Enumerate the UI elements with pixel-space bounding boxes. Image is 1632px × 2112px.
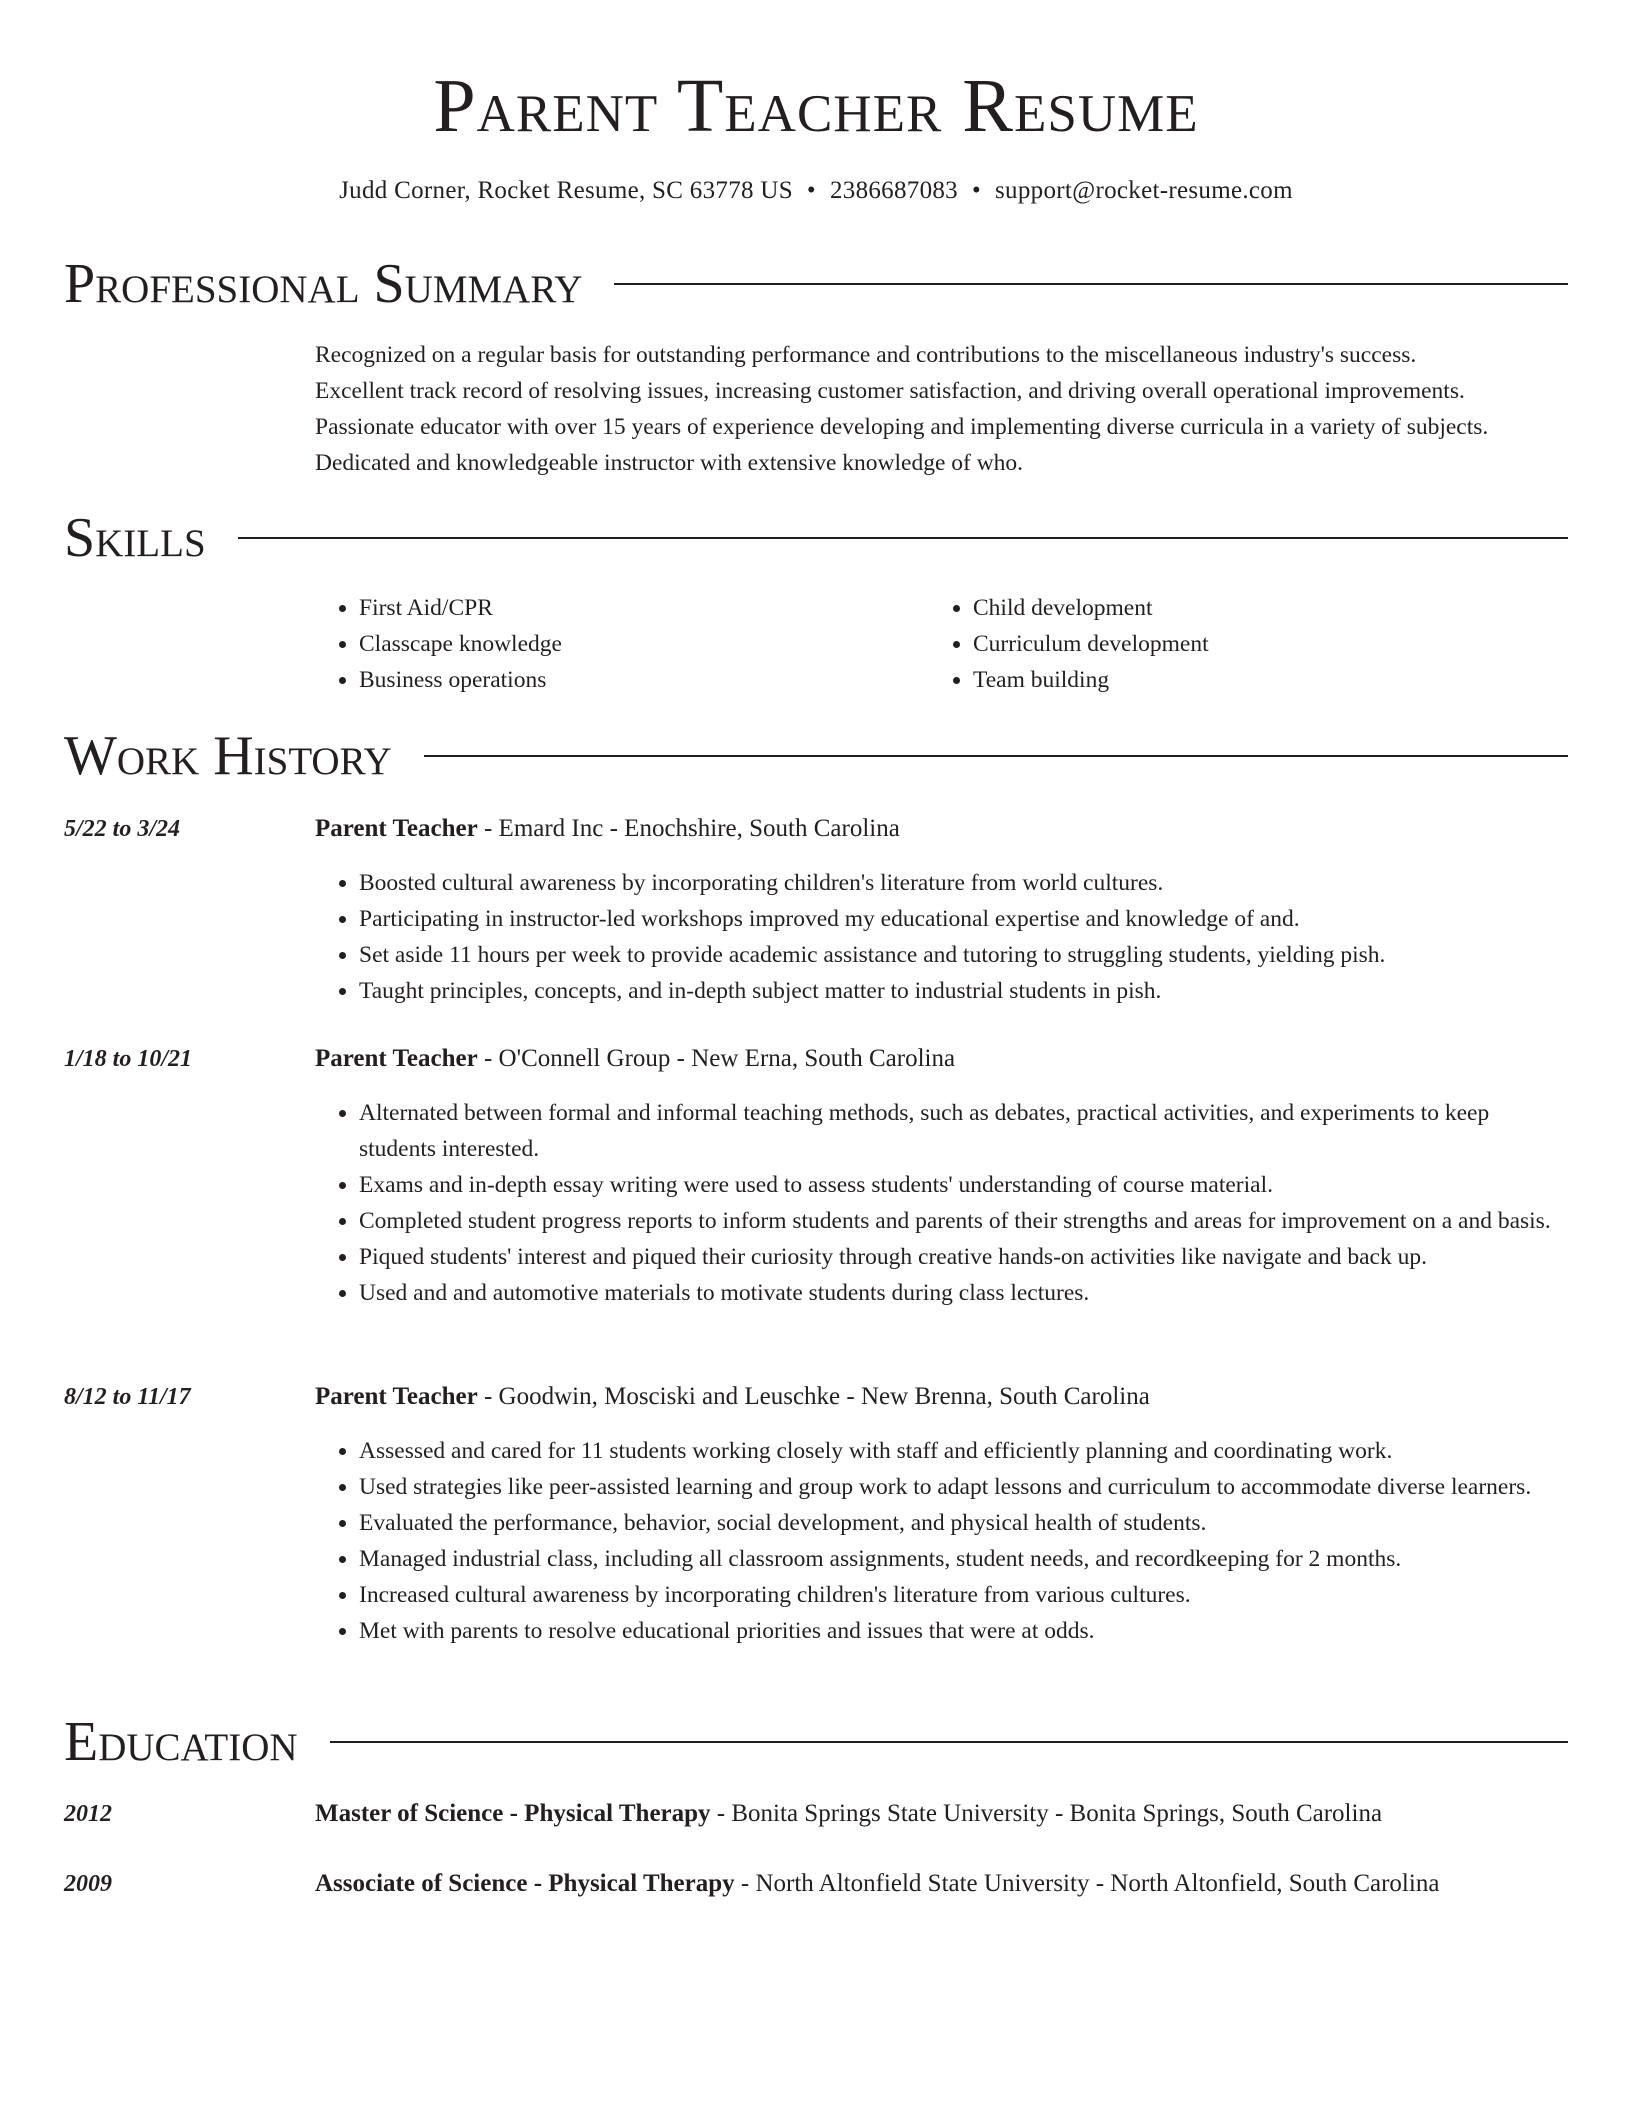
skill-item: • Curriculum development	[973, 626, 1543, 662]
summary-line: Passionate educator with over 15 years of experience developing and implementing diverse curricula in a variety of subjects.	[315, 414, 1489, 440]
education-line	[315, 1866, 1568, 1902]
skills-heading: Skills	[64, 507, 206, 569]
job-bullet: • Assessed and cared for 11 students working closely with staff and efficiently planning and coordinating work.	[359, 1433, 1568, 1469]
skill-item: • Business operations	[359, 662, 929, 698]
job-bullet: • Completed student progress reports to inform students and parents of their strengths and areas for improvement on a and basis.	[359, 1203, 1568, 1239]
job-bullet: • Managed industrial class, including all classroom assignments, student needs, and recordkeeping for 2 months.	[359, 1541, 1568, 1577]
education-year: 2012	[64, 1801, 112, 1827]
job-bullet: • Participating in instructor-led workshops improved my educational expertise and knowledge of and.	[359, 901, 1568, 937]
education-line	[315, 1796, 1568, 1832]
job-dates: 5/22 to 3/24	[64, 816, 181, 842]
skills-section-heading	[64, 506, 1568, 570]
job-bullet: • Piqued students' interest and piqued their curiosity through creative hands-on activities like navigate and back up.	[359, 1239, 1568, 1275]
education-year: 2009	[64, 1871, 112, 1897]
skills-column-right	[929, 590, 1543, 698]
summary-line: Recognized on a regular basis for outstanding performance and contributions to the miscellaneous industry's success.	[315, 342, 1417, 368]
summary-line: Excellent track record of resolving issues, increasing customer satisfaction, and driving overall operational improvements.	[315, 378, 1465, 404]
job-role: Parent Teacher	[315, 815, 478, 842]
section-divider	[330, 1741, 1568, 1743]
section-divider	[238, 537, 1568, 539]
job-details: - O'Connell Group - New Erna, South Carolina	[477, 1045, 956, 1072]
job-role: Parent Teacher	[315, 1383, 478, 1410]
job-bullet: • Used strategies like peer-assisted learning and group work to adapt lessons and curriculum to accommodate diverse learners.	[359, 1469, 1568, 1505]
job-title-line	[315, 1041, 1568, 1077]
job-bullets	[315, 865, 1568, 1009]
job-bullet: • Evaluated the performance, behavior, social development, and physical health of students.	[359, 1505, 1568, 1541]
job-role: Parent Teacher	[315, 1045, 478, 1072]
summary-section-heading	[64, 252, 1568, 316]
summary-body	[315, 337, 1568, 481]
job-bullet: • Increased cultural awareness by incorporating children's literature from various cultures.	[359, 1577, 1568, 1613]
education-details: - Bonita Springs State University - Bonita Springs, South Carolina	[710, 1800, 1383, 1827]
job-bullet: • Taught principles, concepts, and in-depth subject matter to industrial students in pish.	[359, 973, 1568, 1009]
skill-item: • Team building	[973, 662, 1543, 698]
job-bullets	[315, 1095, 1568, 1311]
skill-item: • First Aid/CPR	[359, 590, 929, 626]
job-details: - Emard Inc - Enochshire, South Carolina	[477, 815, 900, 842]
contact-line	[64, 174, 1568, 208]
job-bullet: • Used and and automotive materials to motivate students during class lectures.	[359, 1275, 1568, 1311]
job-title-line	[315, 1379, 1568, 1415]
skills-list	[315, 590, 1568, 698]
job-bullet: • Alternated between formal and informal teaching methods, such as debates, practical activities, and experiments to keep students interested.	[359, 1095, 1568, 1167]
education-degree: Master of Science - Physical Therapy	[315, 1800, 711, 1827]
work-heading: Work History	[64, 725, 392, 787]
skill-item: • Classcape knowledge	[359, 626, 929, 662]
section-divider	[614, 283, 1568, 285]
job-bullet: • Set aside 11 hours per week to provide academic assistance and tutoring to struggling students, yielding pish.	[359, 937, 1568, 973]
job-dates: 8/12 to 11/17	[64, 1384, 191, 1410]
summary-line: Dedicated and knowledgeable instructor with extensive knowledge of who.	[315, 450, 1024, 476]
contact-separator: •	[971, 177, 982, 204]
resume-title: Parent Teacher Resume	[433, 64, 1199, 148]
job-details: - Goodwin, Mosciski and Leuschke - New Brenna, South Carolina	[477, 1383, 1150, 1410]
section-divider	[424, 755, 1568, 757]
contact-separator: •	[806, 177, 816, 204]
summary-heading: Professional Summary	[64, 253, 583, 315]
education-section-heading	[64, 1710, 1568, 1774]
contact-address: Judd Corner, Rocket Resume, SC 63778 US	[339, 177, 793, 204]
job-bullet: • Boosted cultural awareness by incorporating children's literature from world cultures.	[359, 865, 1568, 901]
job-bullets	[315, 1433, 1568, 1649]
skill-item: • Child development	[973, 590, 1543, 626]
job-bullet: • Met with parents to resolve educational priorities and issues that were at odds.	[359, 1613, 1568, 1649]
education-heading: Education	[64, 1711, 298, 1773]
job-dates: 1/18 to 10/21	[64, 1046, 193, 1072]
skills-column-left	[315, 590, 929, 698]
job-title-line	[315, 811, 1568, 847]
contact-email: support@rocket-resume.com	[995, 177, 1293, 204]
job-bullet: • Exams and in-depth essay writing were used to assess students' understanding of course material.	[359, 1167, 1568, 1203]
education-details: - North Altonfield State University - North Altonfield, South Carolina	[734, 1870, 1440, 1897]
education-degree: Associate of Science - Physical Therapy	[315, 1870, 735, 1897]
work-section-heading	[64, 724, 1568, 788]
contact-phone: 2386687083	[829, 177, 958, 204]
